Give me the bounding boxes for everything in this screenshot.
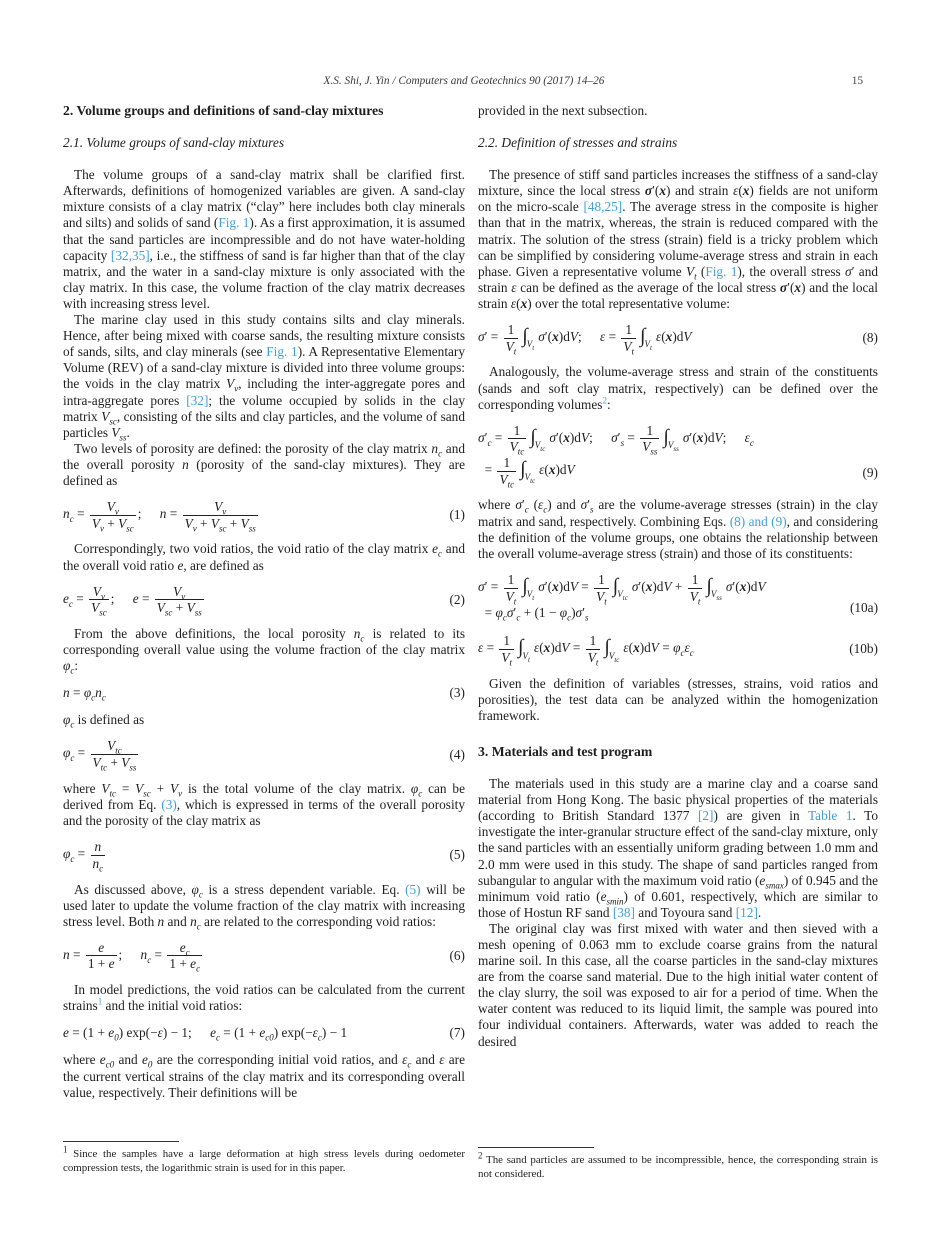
paragraph: In model predictions, the void ratios can be calculated from the current strains$^1$ and the initial void ratios: xyxy=(63,982,465,1014)
column-right xyxy=(478,103,878,1050)
paragraph: The materials used in this study are a marine clay and a coarse sand material from Hong Kong. The basic physical properties of the materials (according to British Standard 1377 [2]) are given in Table 1. To investigate the inter-granular structure effect of the sand-clay mixture, only the sand particles with an essentially uniform grading between 1.0 mm and 2.0 mm were used in this study. The shape of sand particles ranged from subangular to angular with the maximum void ratio $(e_{smax})$ of 0.945 and the minimum void ratio $(e_{smin})$ of 0.601, respectively, which are similar to those of Hostun RF sand [38] and Toyoura sand [12]. xyxy=(478,776,879,920)
citation-link[interactable]: [32] xyxy=(186,392,209,408)
paragraph: Analogously, the volume-average stress and strain of the constituents (sands and soft clay matrix, respectively) can be defined over the corresponding volumes$^2$: xyxy=(478,364,878,412)
citation-link[interactable]: Table 1 xyxy=(807,808,853,824)
equation-number: (8) xyxy=(862,330,878,346)
footnote-2 xyxy=(478,1147,878,1182)
footnote-divider xyxy=(478,1147,594,1148)
citation-link[interactable]: [38] xyxy=(612,904,635,920)
equation-number: (7) xyxy=(449,1025,465,1041)
equation-body xyxy=(478,571,844,623)
footnote-marker[interactable]: 1 xyxy=(97,996,103,1007)
paragraph: From the above definitions, the local porosity $n_c$ is related to its corresponding overall value using the volume fraction of the clay matrix $\varphi_c$: xyxy=(63,626,465,676)
paragraph: $\varphi_c$ is defined as xyxy=(63,712,145,731)
paragraph: Two levels of porosity are defined: the porosity of the clay matrix $n_c$ and the overall porosity n (porosity of the sand-clay mixtures). They are defined as xyxy=(63,440,465,488)
equation-number: (4) xyxy=(449,746,465,762)
citation-link[interactable]: [2] xyxy=(697,808,714,824)
footnote-text: $^2$ The sand particles are assumed to be incompressible, hence, the corresponding strain is not considered. xyxy=(478,1150,878,1180)
equation-body xyxy=(63,838,443,872)
equation-body xyxy=(63,737,443,771)
subsection-heading: 2.1. Volume groups of sand-clay mixtures xyxy=(63,135,285,151)
column-left xyxy=(63,103,465,1101)
running-header xyxy=(63,75,865,91)
equation-row: $e = (1 + e_0)$ exp(−ε) − 1; $e_c = (1 + e_{c0}) \exp(-\varepsilon_c) - 1$ xyxy=(63,1025,348,1043)
equation-number: (9) xyxy=(862,465,878,481)
equation-body xyxy=(63,683,443,703)
section-heading: 3. Materials and test program xyxy=(478,743,653,759)
citation-link[interactable]: Fig. 1 xyxy=(705,263,738,279)
paragraph: The original clay was first mixed with water and then sieved with a mesh opening of 0.063 mm to exclude coarse grains from the natural marine soil. In this case, all the coarse particles in the sand-clay mixtures are from the coarse sand material. Due to the high initial water content of the clay slurry, the soil was exposed to air for a period of time. When the water content was reduced to its liquid limit, the sample was poured into four individual containers. Afterwards, water was added to reach the desired xyxy=(478,920,878,1049)
footnote-divider xyxy=(63,1141,179,1142)
equation xyxy=(63,683,465,703)
equation-number: (10b) xyxy=(849,641,878,657)
subsection-heading: 2.2. Definition of stresses and strains xyxy=(478,135,678,151)
equation-body xyxy=(63,498,443,532)
paragraph: where $V_{tc} = V_{sc} + V_v$ is the total volume of the clay matrix. $\varphi_c$ can be derived from Eq. (3), which is expressed in terms of the overall porosity and the porosity of the clay matrix as xyxy=(63,780,465,829)
paragraph: The volume groups of a sand-clay matrix shall be clarified first. Afterwards, definitions of homogenized variables are given. A sand-clay mixture consists of a clay matrix (“clay” here includes both clay minerals and silts) and solids of sand (Fig. 1). As a first approximation, it is assumed that the sand particles are incompressible and do not have water-holding capacity [32,35], i.e., the stiffness of sand is far higher than that of the clay matrix, and the water in a sand-clay mixture is only associated with the clay matrix. In this case, the volume fraction of the clay matrix decreases with increasing stress level. xyxy=(63,167,465,311)
equation-body xyxy=(63,939,443,973)
equation-row: $e_c$ = $V_v$ $V_{sc}$ ; e = $V_v$ $V_{sc} + V_{ss}$ xyxy=(63,583,202,618)
citation-link[interactable]: Fig. 1 xyxy=(266,344,298,360)
section-heading: 2. Volume groups and definitions of sand-clay mixtures xyxy=(63,103,384,118)
citation-link[interactable]: [48,25] xyxy=(583,199,623,215)
footnote-1 xyxy=(63,1141,465,1176)
equation-number: (6) xyxy=(449,947,465,963)
equation-row: σ′ = $\frac{1}{V_t}$ $\int_{V_t}\sigma'(x)dV$ = $\frac{1}{V_t}$ $\int_{V_{tc}}\sigma'(x)dV$ + $\frac{1}{V_t}$ $\int_{V_{ss}}\sigma'(x)dV$ xyxy=(478,571,766,607)
equation-body xyxy=(478,422,856,489)
citation-link[interactable]: (3) xyxy=(161,796,177,812)
paragraph: The presence of stiff sand particles increases the stiffness of a sand-clay mixture, since the local stress σ′(x) and strain ε(x) fields are not uniform on the micro-scale [48,25]. The average stress in the composite is higher than that in the matrix, whereas, the strain is reduced compared with the matrix. The solution of the stress (strain) field is a tricky problem which can be simplified by considering volume-average stress and strain in each phase. Given a representative volume $V_t$ (Fig. 1), the overall stress σ′ and strain ε can be defined as the average of the local stress σ′(x) and the local strain ε(x) over the total representative volume: xyxy=(478,167,878,311)
equation xyxy=(63,498,465,532)
equation-body xyxy=(63,583,443,617)
equation-row: ε = $\frac{1}{V_t}$ $\int_{V_t}\varepsilon(x)dV$ = $\frac{1}{V_t}$ $\int_{V_{tc}}\varepsilon(x)dV = \varphi_c\varepsilon_c$ xyxy=(478,633,694,668)
equation-row: = $\varphi_c\sigma'_c + (1 - \varphi_c)\sigma'_s$ xyxy=(478,605,589,623)
paragraph: Given the definition of variables (stresses, strains, void ratios and porosities), the test data can be analyzed within the homogenization framework. xyxy=(478,675,878,723)
equation-row: $\sigma'_c$ = 1 $V_{tc}$ $\int_{V_{tc}}\sigma'(x)dV$; $\sigma'_s$ = 1 $V_{ss}$ $\int_{V_{ss}}\sigma'(x)dV$; $\varepsilon_c$ xyxy=(478,422,754,458)
footnote-text: $^1$ Since the samples have a large deformation at high stress levels during oedometer compression tests, the logarithmic strain is used for in this paper. xyxy=(63,1144,465,1174)
footnote-marker[interactable]: 2 xyxy=(602,395,607,406)
equation-row: $n_c$ = $V_v$ $V_v + V_{sc}$ ; n = $V_v$ $V_v + V_{sc} + V_{ss}$ xyxy=(63,499,256,534)
equation xyxy=(63,838,465,872)
equation-row: σ′ = $\frac{1}{V_t}$ $\int_{V_t}\sigma'(x)dV$; ε = $\frac{1}{V_t}$ $\int_{V_t}\varepsilon(x)dV$ xyxy=(478,322,692,357)
equation-row: = 1 $V_{tc}$ $\int_{V_{tc}}\varepsilon(x)dV$ xyxy=(478,455,575,490)
citation-link[interactable]: [12] xyxy=(735,904,758,920)
equation xyxy=(63,939,465,973)
citation-link[interactable]: [32,35] xyxy=(110,247,150,263)
equation xyxy=(478,321,878,355)
equation-number: (3) xyxy=(449,685,465,701)
equation-number: (2) xyxy=(449,591,465,607)
paragraph: Correspondingly, two void ratios, the void ratio of the clay matrix $e_c$ and the overall void ratio e, are defined as xyxy=(63,541,465,573)
citation-link[interactable]: (5) xyxy=(405,881,421,897)
equation-row: n = $\frac{e}{1 + e}$ ; $n_c$ = $\frac{e_c}{1 + e_c}$ xyxy=(63,939,201,975)
running-title: X.S. Shi, J. Yin / Computers and Geotechnics 90 (2017) 14–26 xyxy=(323,75,605,87)
paragraph: As discussed above, $\varphi_c$ is a stress dependent variable. Eq. (5) will be used later to update the volume fraction of the clay matrix with increasing stress level. Both n and $n_c$ are related to the corresponding void ratios: xyxy=(63,881,466,932)
paragraph: The marine clay used in this study contains silts and clay minerals. Hence, after being mixed with coarse sands, the resulting mixture consists of sands, silts, and clay minerals (see Fig. 1). A Representative Elementary Volume (REV) of a sand-clay mixture is divided into three volume groups: the voids in the clay matrix $V_v$, including the inter-aggregate pores and intra-aggregate pores [32]; the volume occupied by solids in the clay matrix $V_{sc}$, consisting of the silts and clay particles, and the volume of sand particles $V_{ss}$. xyxy=(63,312,466,443)
equation xyxy=(478,422,878,489)
equation xyxy=(478,571,878,623)
equation-body xyxy=(478,321,856,355)
equation xyxy=(63,583,465,617)
equation xyxy=(63,1023,465,1043)
paragraph: where $e_{c0}$ and $e_0$ are the corresponding initial void ratios, and $\varepsilon_c$ and ε are the current vertical strains of the clay matrix and its corresponding overall value, respectively. Their definitions will be xyxy=(63,1052,465,1100)
equation-row: $\varphi_c$ = $V_{tc}$ $V_{tc} + V_{ss}$ xyxy=(63,738,137,773)
equation-row: $\varphi_c$ = $\frac{n}{n_c}$ xyxy=(63,839,104,874)
equation-number: (1) xyxy=(449,507,465,523)
equation-body xyxy=(63,1023,443,1043)
equation-row: $n = \varphi_cn_c$ xyxy=(63,685,106,703)
paragraph: provided in the next subsection. xyxy=(478,103,648,118)
paragraph: where $\sigma'_c$ $(\varepsilon_c)$ and $\sigma'_s$ are the volume-average stresses (strain) in the clay matrix and sand, respectively. Combining Eqs. (8) and (9), and considering the definition of the volume groups, one obtains the relationship between the overall volume-average stress (strain) and those of its constituents: xyxy=(478,497,878,561)
equation xyxy=(63,737,465,771)
citation-link[interactable]: (8) and (9) xyxy=(729,513,787,529)
page-number: 15 xyxy=(851,75,863,87)
equation xyxy=(478,632,878,666)
equation-number: (10a) xyxy=(849,600,878,616)
equation-number: (5) xyxy=(449,847,465,863)
citation-link[interactable]: Fig. 1 xyxy=(218,215,250,231)
equation-body xyxy=(478,632,843,666)
